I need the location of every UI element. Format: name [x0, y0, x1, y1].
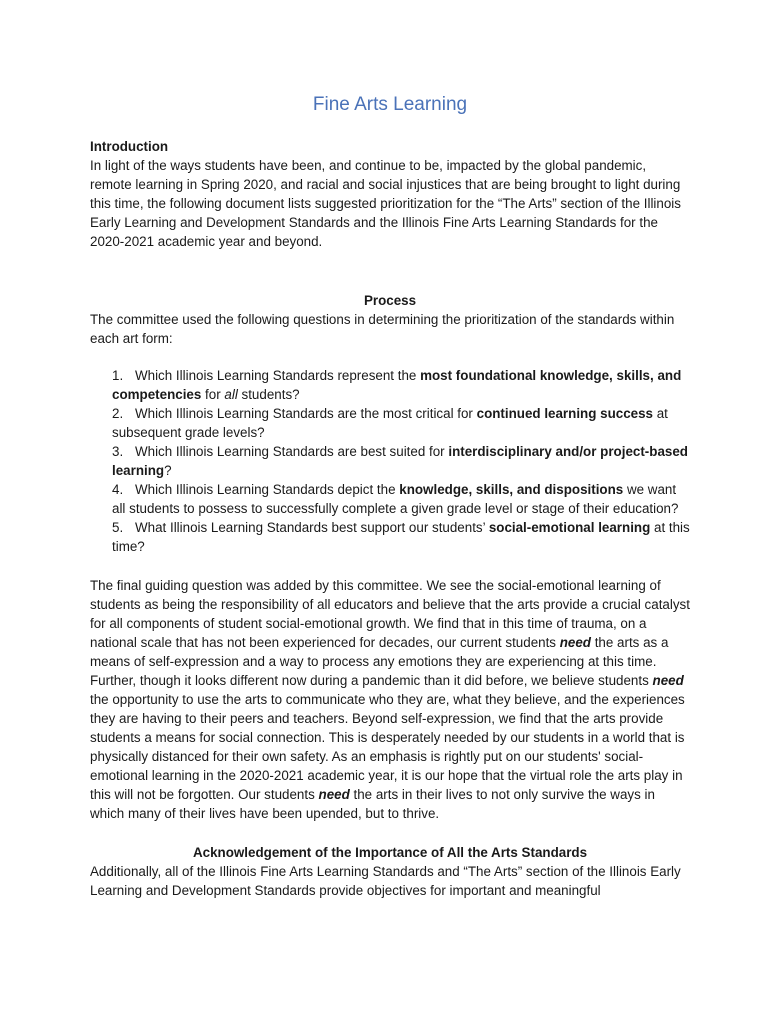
process-heading: Process — [363, 293, 417, 308]
list-item: 1. Which Illinois Learning Standards represent the most foundational knowledge, skills, and competencies for all students? — [112, 368, 682, 402]
acknowledgement-paragraph: Additionally, all of the Illinois Fine Arts Learning Standards and “The Arts” section of the Illinois Early Learning and Development Standards provide objectives for important and meaningful — [90, 864, 681, 898]
list-item: 5. What Illinois Learning Standards best support our students’ social-emotional learning at this time? — [112, 520, 690, 554]
intro-heading: Introduction — [90, 139, 169, 154]
list-item: 4. Which Illinois Learning Standards depict the knowledge, skills, and dispositions we want all students to possess to successfully complete a given grade level or stage of their education? — [112, 482, 679, 516]
document-page — [90, 92, 690, 900]
list-item: 3. Which Illinois Learning Standards are best suited for interdisciplinary and/or project-based learning? — [112, 444, 688, 478]
document-title: Fine Arts Learning — [312, 94, 468, 115]
process-paragraph: The committee used the following questions in determining the prioritization of the standards within each art form: — [90, 312, 675, 346]
intro-paragraph: In light of the ways students have been, and continue to be, impacted by the global pandemic, remote learning in Spring 2020, and racial and social injustices that are being brought to light during this time, the following document lists suggested prioritization for the “The Arts” section of the Illinois Early Learning and Development Standards and the Illinois Fine Arts Learning Standards for the 2020-2021 academic year and beyond. — [90, 158, 681, 249]
acknowledgement-heading: Acknowledgement of the Importance of All the Arts Standards — [192, 845, 588, 860]
final-question-paragraph: The final guiding question was added by this committee. We see the social-emotional learning of students as being the responsibility of all educators and believe that the arts provide a crucial catalyst for all components of student social-emotional growth. We find that in this time of trauma, on a national scale that has not been experienced for decades, our current students need the arts as a means of self-expression and a way to process any emotions they are experiencing at this time. Further, though it looks different now during a pandemic than it did before, we believe students need the opportunity to use the arts to communicate who they are, what they believe, and the experiences they are having to their peers and teachers. Beyond self-expression, we find that the arts provide students a means for social connection. This is desperately needed by our students in a world that is physically distanced for their own safety. As an emphasis is rightly put on our students' social-emotional learning in the 2020-2021 academic year, it is our hope that the virtual role the arts play in this will not be forgotten. Our students need the arts in their lives to not only survive the ways in which many of their lives have been upended, but to thrive. — [90, 578, 690, 821]
list-item: 2. Which Illinois Learning Standards are the most critical for continued learning success at subsequent grade levels? — [112, 406, 668, 440]
questions-list — [90, 366, 690, 556]
